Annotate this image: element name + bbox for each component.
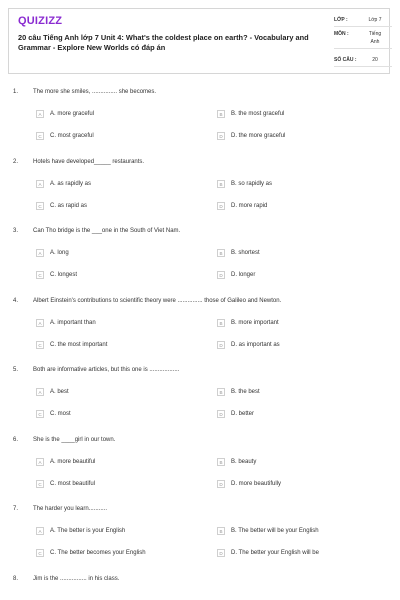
option-text: A. as rapidly as <box>50 180 92 187</box>
option-letter-badge: B <box>217 319 225 327</box>
option-text: C. most beautiful <box>50 480 96 487</box>
answer-option-d[interactable] <box>217 202 387 212</box>
question-number: 3. <box>13 228 19 234</box>
option-text: B. shortest <box>231 250 260 256</box>
option-text: D. more rapid <box>231 202 268 209</box>
option-text: C. longest <box>50 272 78 278</box>
question-number: 4. <box>13 297 19 304</box>
question-number: 8. <box>13 575 19 582</box>
answer-option-b[interactable] <box>217 180 387 190</box>
option-text: C. as rapid as <box>50 202 88 209</box>
answer-option-a[interactable] <box>36 249 206 259</box>
answer-option-d[interactable] <box>217 410 387 420</box>
option-letter-badge: C <box>36 480 44 488</box>
answer-option-c[interactable] <box>36 480 206 490</box>
option-letter-badge: B <box>217 458 225 466</box>
option-text: D. more beautifully <box>231 480 282 487</box>
option-letter-badge: D <box>217 202 225 210</box>
option-text: A. important than <box>50 319 96 326</box>
grade-label: LỚP : <box>334 17 348 23</box>
option-text: B. The better will be your English <box>231 528 319 534</box>
option-text: B. the most graceful <box>231 111 285 117</box>
meta-subject-cont <box>334 39 386 45</box>
grade-value: Lớp 7 <box>368 17 382 23</box>
question-number: 7. <box>13 506 19 512</box>
option-text: A. The better is your English <box>50 528 126 534</box>
meta-divider <box>334 48 392 49</box>
option-letter-badge: D <box>217 549 225 557</box>
answer-option-b[interactable] <box>217 110 387 120</box>
answer-option-d[interactable] <box>217 132 387 142</box>
answer-option-c[interactable] <box>36 271 206 281</box>
option-letter-badge: C <box>36 271 44 279</box>
meta-grade <box>334 17 386 23</box>
option-text: A. long <box>50 250 69 256</box>
answer-option-b[interactable] <box>217 388 387 398</box>
option-letter-badge: B <box>217 249 225 257</box>
answer-option-c[interactable] <box>36 549 206 559</box>
meta-subject <box>334 31 386 37</box>
meta-divider <box>334 66 392 67</box>
question-text: Jim is the ................ in his class. <box>33 575 120 582</box>
option-letter-badge: B <box>217 388 225 396</box>
answer-option-d[interactable] <box>217 480 387 490</box>
option-text: C. most <box>50 411 71 417</box>
subject-label: MÔN : <box>334 31 349 37</box>
option-letter-badge: C <box>36 202 44 210</box>
worksheet-header <box>8 8 390 74</box>
answer-option-b[interactable] <box>217 319 387 329</box>
question-number: 2. <box>13 158 19 165</box>
answer-option-c[interactable] <box>36 341 206 351</box>
option-text: A. more graceful <box>50 111 95 117</box>
option-letter-badge: A <box>36 388 44 396</box>
answer-option-a[interactable] <box>36 527 206 537</box>
option-letter-badge: C <box>36 549 44 557</box>
option-text: C. The better becomes your English <box>50 550 146 556</box>
option-text: A. more beautiful <box>50 458 96 465</box>
answer-option-a[interactable] <box>36 180 206 190</box>
option-letter-badge: D <box>217 271 225 279</box>
option-letter-badge: D <box>217 341 225 349</box>
option-letter-badge: A <box>36 180 44 188</box>
option-text: D. better <box>231 411 255 417</box>
option-text: B. beauty <box>231 458 257 465</box>
question-number: 6. <box>13 436 19 443</box>
option-letter-badge: A <box>36 249 44 257</box>
question-text: Albert Einstein's contributions to scientific theory were ............... those of Galileo and Newton. <box>33 297 282 304</box>
option-letter-badge: D <box>217 480 225 488</box>
answer-option-d[interactable] <box>217 341 387 351</box>
question-text: Can Tho bridge is the ___one in the South of Viet Nam. <box>33 228 181 234</box>
option-letter-badge: A <box>36 110 44 118</box>
option-text: B. the best <box>231 389 260 395</box>
answer-option-a[interactable] <box>36 458 206 468</box>
option-text: C. the most important <box>50 341 108 348</box>
meta-divider <box>334 26 392 27</box>
option-text: D. the more graceful <box>231 133 286 139</box>
question-text: Hotels have developed_____ restaurants. <box>33 158 145 165</box>
option-text: D. as important as <box>231 341 280 348</box>
option-letter-badge: B <box>217 110 225 118</box>
question-count-label: SỐ CÂU : <box>334 57 357 63</box>
question-text: She is the ____girl in our town. <box>33 436 116 443</box>
question-number: 1. <box>13 89 19 95</box>
option-letter-badge: A <box>36 458 44 466</box>
option-letter-badge: C <box>36 132 44 140</box>
answer-option-d[interactable] <box>217 271 387 281</box>
option-letter-badge: A <box>36 319 44 327</box>
answer-option-d[interactable] <box>217 549 387 559</box>
option-letter-badge: D <box>217 132 225 140</box>
option-text: D. The better your English will be <box>231 550 319 556</box>
subject-value-line2: Anh <box>370 39 380 45</box>
option-letter-badge: C <box>36 341 44 349</box>
question-number: 5. <box>13 367 19 373</box>
question-count-value: 20 <box>372 57 378 63</box>
option-letter-badge: A <box>36 527 44 535</box>
option-text: A. best <box>50 389 69 395</box>
question-text: The harder you learn........... <box>33 506 108 512</box>
meta-question-count <box>334 57 386 63</box>
worksheet-title: 20 câu Tiếng Anh lớp 7 Unit 4: What's the coldest place on earth? - Vocabulary and Grammar - Explore New Worlds có đáp án <box>18 33 309 52</box>
option-letter-badge: B <box>217 527 225 535</box>
answer-option-c[interactable] <box>36 202 206 212</box>
question-text: Both are informative articles, but this one is .................. <box>33 367 180 373</box>
answer-option-c[interactable] <box>36 410 206 420</box>
answer-option-a[interactable] <box>36 319 206 329</box>
option-letter-badge: B <box>217 180 225 188</box>
option-letter-badge: C <box>36 410 44 418</box>
option-text: B. so rapidly as <box>231 180 273 187</box>
option-text: B. more important <box>231 319 279 326</box>
answer-option-b[interactable] <box>217 527 387 537</box>
answer-option-a[interactable] <box>36 110 206 120</box>
answer-option-b[interactable] <box>217 458 387 468</box>
answer-option-a[interactable] <box>36 388 206 398</box>
answer-option-c[interactable] <box>36 132 206 142</box>
option-text: D. longer <box>231 272 256 278</box>
option-text: C. most graceful <box>50 133 94 139</box>
question-text: The more she smiles, ............... she becomes. <box>33 89 157 95</box>
subject-value-line1: Tiếng <box>368 31 382 37</box>
answer-option-b[interactable] <box>217 249 387 259</box>
quizizz-logo: QUIZIZZ <box>18 15 63 27</box>
option-letter-badge: D <box>217 410 225 418</box>
